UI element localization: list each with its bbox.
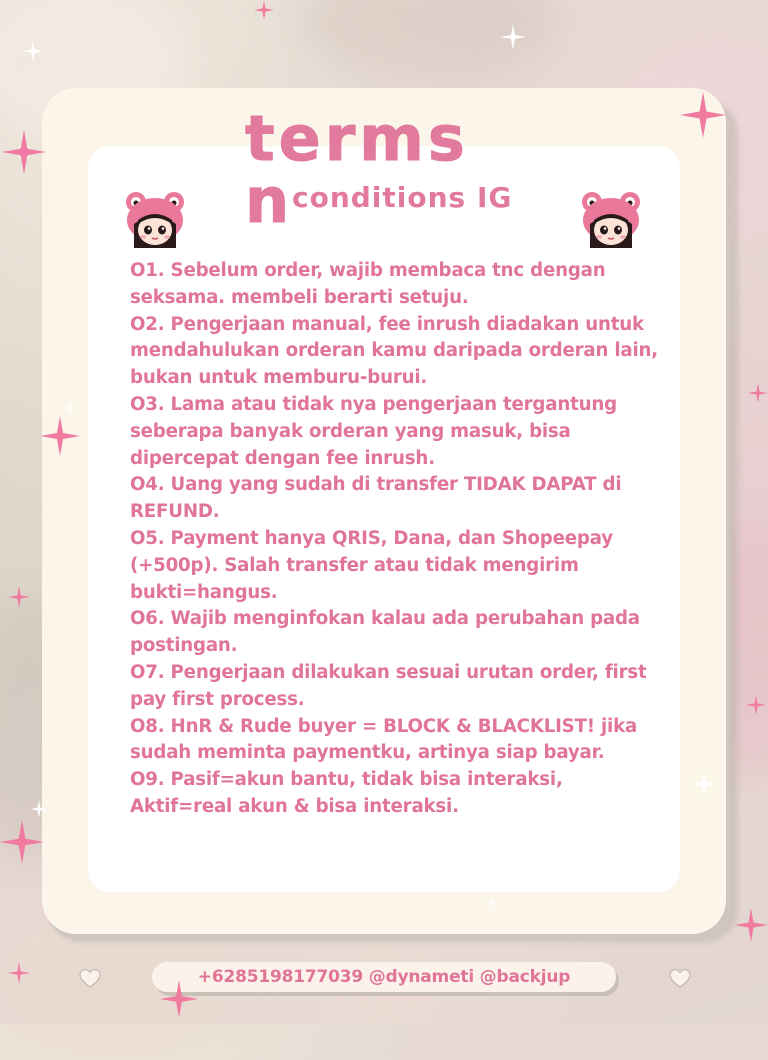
sparkle-icon	[484, 896, 498, 910]
sparkle-icon	[0, 820, 44, 864]
sparkle-icon	[22, 40, 44, 62]
sparkle-icon	[8, 962, 30, 984]
sparkle-icon	[748, 378, 768, 408]
term-item: O6. Wajib menginfokan kalau ada perubahan pada postingan.	[130, 608, 640, 657]
term-item: O8. HnR & Rude buyer = BLOCK & BLACKLIST! jika sudah meminta paymentku, artinya siap bayar.	[130, 715, 638, 764]
sparkle-icon	[8, 586, 30, 608]
sparkle-icon	[62, 400, 78, 416]
sparkle-icon	[690, 770, 718, 798]
frog-hat-girl-icon	[578, 190, 644, 250]
page-title: terms n	[245, 102, 469, 237]
sparkle-icon	[680, 92, 726, 138]
sparkle-icon	[734, 900, 768, 950]
terms-list	[130, 258, 670, 821]
sparkle-icon	[248, 0, 280, 20]
term-item: O5. Payment hanya QRIS, Dana, dan Shopeepay (+500p). Salah transfer atau tidak mengirim bukti=hangus.	[130, 527, 613, 603]
sparkle-icon	[40, 416, 80, 456]
page-subtitle: conditions IG	[292, 181, 513, 214]
term-item: O9. Pasif=akun bantu, tidak bisa interaksi, Aktif=real akun & bisa interaksi.	[130, 769, 563, 817]
term-item: O2. Pengerjaan manual, fee inrush diadakan untuk mendahulukan orderan kamu daripada orderan lain, bukan untuk memburu-burui.	[130, 313, 658, 389]
sparkle-icon	[500, 24, 526, 50]
sparkle-icon	[160, 980, 198, 1018]
term-item: O7. Pengerjaan dilakukan sesuai urutan order, first pay first process.	[130, 661, 647, 710]
heart-icon	[668, 966, 692, 990]
heart-icon	[78, 966, 102, 990]
contact-text: +6285198177039 @dynameti @backjup	[197, 967, 571, 987]
contact-pill	[152, 962, 616, 992]
term-item: O1. Sebelum order, wajib membaca tnc dengan seksama. membeli berarti setuju.	[130, 260, 606, 308]
sparkle-icon	[30, 800, 48, 818]
sparkle-icon	[746, 690, 766, 720]
sparkle-icon	[2, 130, 46, 174]
frog-hat-girl-icon	[122, 190, 188, 250]
term-item: O3. Lama atau tidak nya pengerjaan tergantung seberapa banyak orderan yang masuk, bisa dipercepat dengan fee inrush.	[130, 393, 617, 469]
term-item: O4. Uang yang sudah di transfer TIDAK DAPAT di REFUND.	[130, 474, 622, 523]
